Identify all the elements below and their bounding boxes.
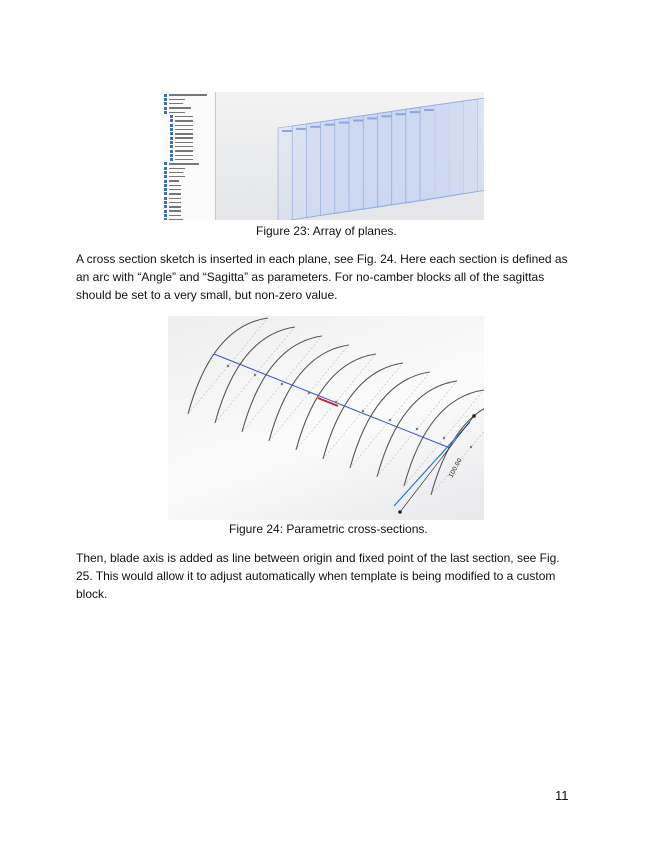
figure-23-caption: Figure 23: Array of planes. — [256, 224, 397, 238]
section-point — [470, 446, 472, 448]
planes-array-graphic — [216, 92, 484, 220]
page-number: 11 — [555, 788, 569, 803]
plane-tag — [310, 126, 320, 128]
plane-tag — [353, 120, 363, 122]
dimension-label: 100.00 — [447, 457, 464, 479]
plane-tag — [424, 109, 434, 111]
feature-tree-panel — [164, 92, 216, 220]
dimension-endpoint — [398, 510, 402, 514]
section-point — [227, 365, 229, 367]
section-point — [335, 401, 337, 403]
section-point — [254, 374, 256, 376]
section-point — [389, 419, 391, 421]
plane-tag — [339, 122, 349, 124]
dimension-endpoint — [472, 414, 476, 418]
planes-viewport — [216, 92, 484, 220]
section-point — [416, 428, 418, 430]
plane-tag — [367, 117, 377, 119]
section-point — [281, 383, 283, 385]
plane-tag — [296, 128, 306, 130]
plane-tag — [381, 115, 391, 117]
section-point — [443, 437, 445, 439]
paragraph-cross-section: A cross section sketch is inserted in each plane, see Fig. 24. Here each section is defined as an arc with “Angle” and “Sagitta” as parameters. For no-camber blocks all of the sagittas should be set to a very small, but non-zero value. — [76, 252, 568, 302]
figure-24-image — [168, 316, 484, 520]
section-point — [308, 392, 310, 394]
plane-tag — [396, 113, 406, 115]
plane-tag — [282, 130, 292, 132]
section-arc — [431, 399, 484, 495]
plane-tag — [325, 124, 335, 126]
blade-axis-line — [214, 354, 450, 448]
figure-24-caption: Figure 24: Parametric cross-sections. — [229, 522, 428, 536]
figure-23-image — [164, 92, 484, 220]
plane-tag — [410, 111, 420, 113]
section-point — [362, 410, 364, 412]
section-chord — [431, 399, 484, 495]
paragraph-blade-axis: Then, blade axis is added as line between origin and fixed point of the last section, see Fig. 25. This would allow it to adjust automatically when template is being modified to a custom block. — [76, 551, 560, 601]
cross-sections-graphic — [168, 316, 484, 520]
